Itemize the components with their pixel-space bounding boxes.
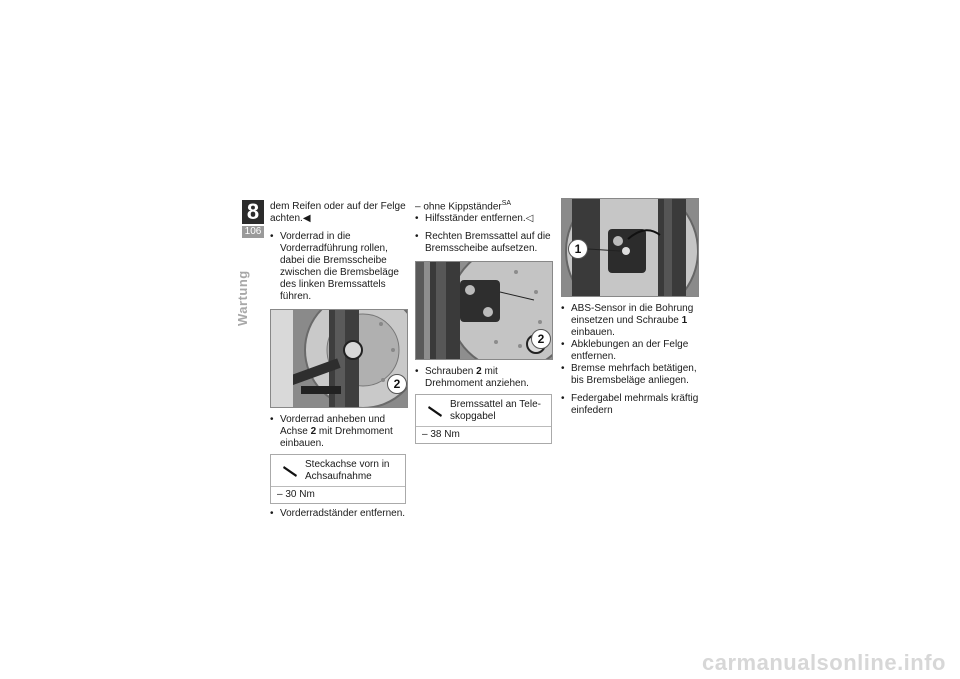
dash-icon: – xyxy=(277,489,286,500)
torque-label: Steckachse vorn in Achsaufnahme xyxy=(305,459,390,482)
figure-brake-caliper xyxy=(415,261,553,360)
page-number: 106 xyxy=(242,226,264,238)
chapter-number: 8 xyxy=(242,200,264,224)
intro-text: dem Reifen oder auf der Felge achten.◀ xyxy=(270,201,406,224)
list-item: • Vorderrad anheben und Achse 2 mit Drehmoment einbauen. xyxy=(270,414,406,450)
column-1 xyxy=(270,201,406,520)
end-mark-icon: ◁ xyxy=(525,213,534,225)
column-2 xyxy=(415,198,552,448)
list-item: • Bremse mehrfach betätigen, bis Bremsbeläge anliegen. xyxy=(561,363,699,387)
torque-value: – 38 Nm xyxy=(422,429,460,441)
torque-wrench-icon xyxy=(428,403,444,419)
condition-item: – ohne Kippständer$^{SA}$ xyxy=(415,200,512,213)
callout-1: 1 xyxy=(568,239,588,259)
list-item: • Federgabel mehrmals kräftig einfedern xyxy=(561,393,699,417)
dash-icon: – xyxy=(415,201,424,213)
list-item: • Abklebungen an der Felge entfernen. xyxy=(561,339,699,363)
callout-2: 2 xyxy=(531,329,551,349)
list-item: • ABS-Sensor in die Bohrung einsetzen und Schraube 1 einbauen. xyxy=(561,303,699,339)
torque-spec-box xyxy=(415,394,552,444)
brake-caliper-photo xyxy=(416,262,552,359)
torque-label: Bremssattel an Teleskopgabel xyxy=(450,399,541,423)
figure-front-wheel-axle xyxy=(270,309,408,408)
list-item: • Vorderradständer entfernen. xyxy=(270,508,406,520)
column-3 xyxy=(561,198,699,417)
callout-2: 2 xyxy=(387,374,407,394)
watermark: carmanualsonline.info xyxy=(702,650,946,675)
torque-wrench-icon xyxy=(283,463,299,479)
torque-spec-box xyxy=(270,454,406,504)
list-item: • Vorderrad in die Vorderradführung rollen, dabei die Bremsscheibe zwischen die Bremsbeläge des linken Bremssattels führen. xyxy=(270,231,406,303)
torque-value: – 30 Nm xyxy=(277,489,315,500)
end-mark-icon: ◀ xyxy=(302,213,311,224)
list-item: • Rechten Bremssattel auf die Bremsscheibe aufsetzen. xyxy=(415,231,552,255)
list-item: • Hilfsständer entfernen.◁ xyxy=(415,213,552,225)
figure-abs-sensor xyxy=(561,198,699,297)
dash-icon: – xyxy=(422,429,431,441)
wheel-axle-photo xyxy=(271,310,407,407)
list-item: • Schrauben 2 mit Drehmoment anziehen. xyxy=(415,366,552,390)
